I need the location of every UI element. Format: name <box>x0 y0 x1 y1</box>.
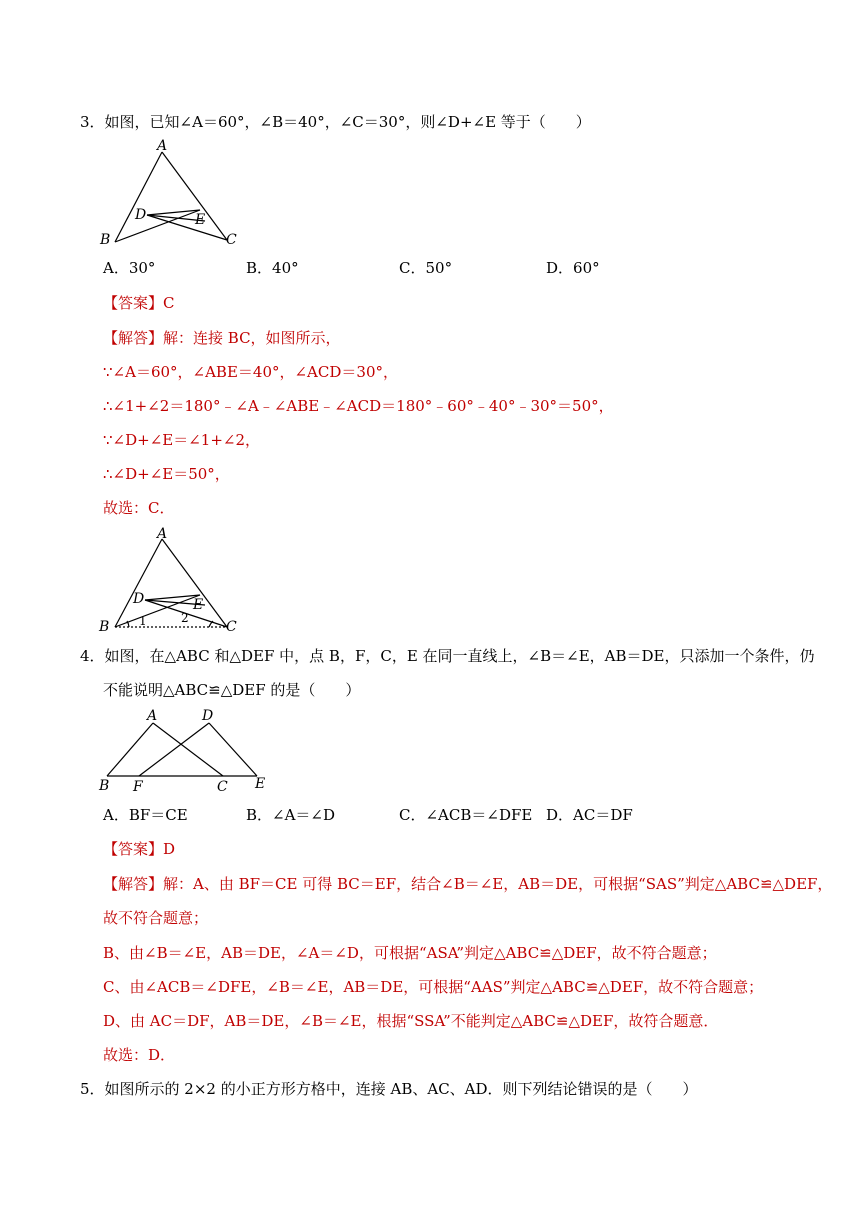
q3-solution-line-1: 【解答】解：连接 BC，如图所示， <box>103 329 341 347</box>
q4-fig-label-d: D <box>202 708 214 724</box>
q3-fig-label-b: B <box>100 232 111 248</box>
q3-solution-line-2: ∵∠A＝60°，∠ABE＝40°，∠ACD＝30°， <box>103 363 398 381</box>
q4-solution-line-1: 【解答】解：A、由 BF＝CE 可得 BC＝EF，结合∠B＝∠E，AB＝DE，可根据“SAS”判定△ABC≌△DEF， <box>103 875 833 893</box>
q4-fig-label-c: C <box>217 779 228 795</box>
q4-fig-label-b: B <box>99 778 110 794</box>
q4-stem-line-2: 不能说明△ABC≌△DEF 的是（ ） <box>103 681 361 699</box>
q3-solution-line-3: ∴∠1+∠2＝180°﹣∠A﹣∠ABE﹣∠ACD＝180°﹣60°﹣40°﹣30°＝50°， <box>103 397 614 415</box>
q3-solution-line-6: 故选：C． <box>103 499 175 517</box>
q3-fig-label-e: E <box>195 212 206 228</box>
q3-fig-label-c: C <box>226 232 237 248</box>
q3-option-b: B．40° <box>246 259 299 277</box>
q3-fig-label-a: A <box>157 138 168 154</box>
q4-solution-line-4: C、由∠ACB＝∠DFE，∠B＝∠E，AB＝DE，可根据“AAS”判定△ABC≌△DEF，故不符合题意； <box>103 978 764 996</box>
q3-answer: 【答案】C <box>103 294 175 312</box>
q3-fig-label-d: D <box>135 207 147 223</box>
q4-solution-line-5: D、由 AC＝DF，AB＝DE，∠B＝∠E，根据“SSA”不能判定△ABC≌△DEF，故符合题意． <box>103 1012 719 1030</box>
q4-fig-label-e: E <box>255 776 266 792</box>
q3-sol-fig-label-c: C <box>226 619 237 635</box>
q3-option-c: C．50° <box>399 259 453 277</box>
q5-stem: 5．如图所示的 2×2 的小正方形方格中，连接 AB、AC、AD．则下列结论错误的是（ ） <box>80 1080 698 1098</box>
q4-option-c: C．∠ACB＝∠DFE <box>399 806 533 824</box>
q3-sol-fig-label-e: E <box>193 597 204 613</box>
q3-solution-line-5: ∴∠D+∠E＝50°， <box>103 465 230 483</box>
q4-option-b: B．∠A＝∠D <box>246 806 336 824</box>
q3-sol-fig-label-a: A <box>157 526 168 542</box>
q4-solution-line-2: 故不符合题意； <box>103 909 209 927</box>
q4-solution-line-6: 故选：D． <box>103 1046 176 1064</box>
q4-fig-label-f: F <box>133 779 143 795</box>
q4-figure <box>95 706 275 800</box>
q3-sol-fig-label-2: 2 <box>181 611 189 625</box>
q3-solution-line-4: ∵∠D+∠E＝∠1+∠2， <box>103 431 261 449</box>
q4-option-d: D．AC＝DF <box>546 806 633 824</box>
q3-sol-fig-label-b: B <box>99 619 110 635</box>
q3-sol-fig-label-d: D <box>133 591 145 607</box>
q3-sol-fig-label-1: 1 <box>139 614 147 628</box>
q4-answer: 【答案】D <box>103 840 176 858</box>
q3-solution-figure <box>95 525 255 641</box>
q4-stem-line-1: 4．如图，在△ABC 和△DEF 中，点 B，F，C，E 在同一直线上，∠B＝∠E，AB＝DE，只添加一个条件，仍 <box>80 647 815 665</box>
q3-figure <box>95 138 255 254</box>
q4-option-a: A．BF＝CE <box>103 806 188 824</box>
q3-option-d: D．60° <box>546 259 600 277</box>
q4-fig-label-a: A <box>147 708 158 724</box>
q3-stem: 3．如图，已知∠A＝60°，∠B＝40°，∠C＝30°，则∠D+∠E 等于（ ） <box>80 113 591 131</box>
q4-solution-line-3: B、由∠B＝∠E，AB＝DE，∠A＝∠D，可根据“ASA”判定△ABC≌△DEF，故不符合题意； <box>103 944 717 962</box>
q3-option-a: A．30° <box>103 259 156 277</box>
